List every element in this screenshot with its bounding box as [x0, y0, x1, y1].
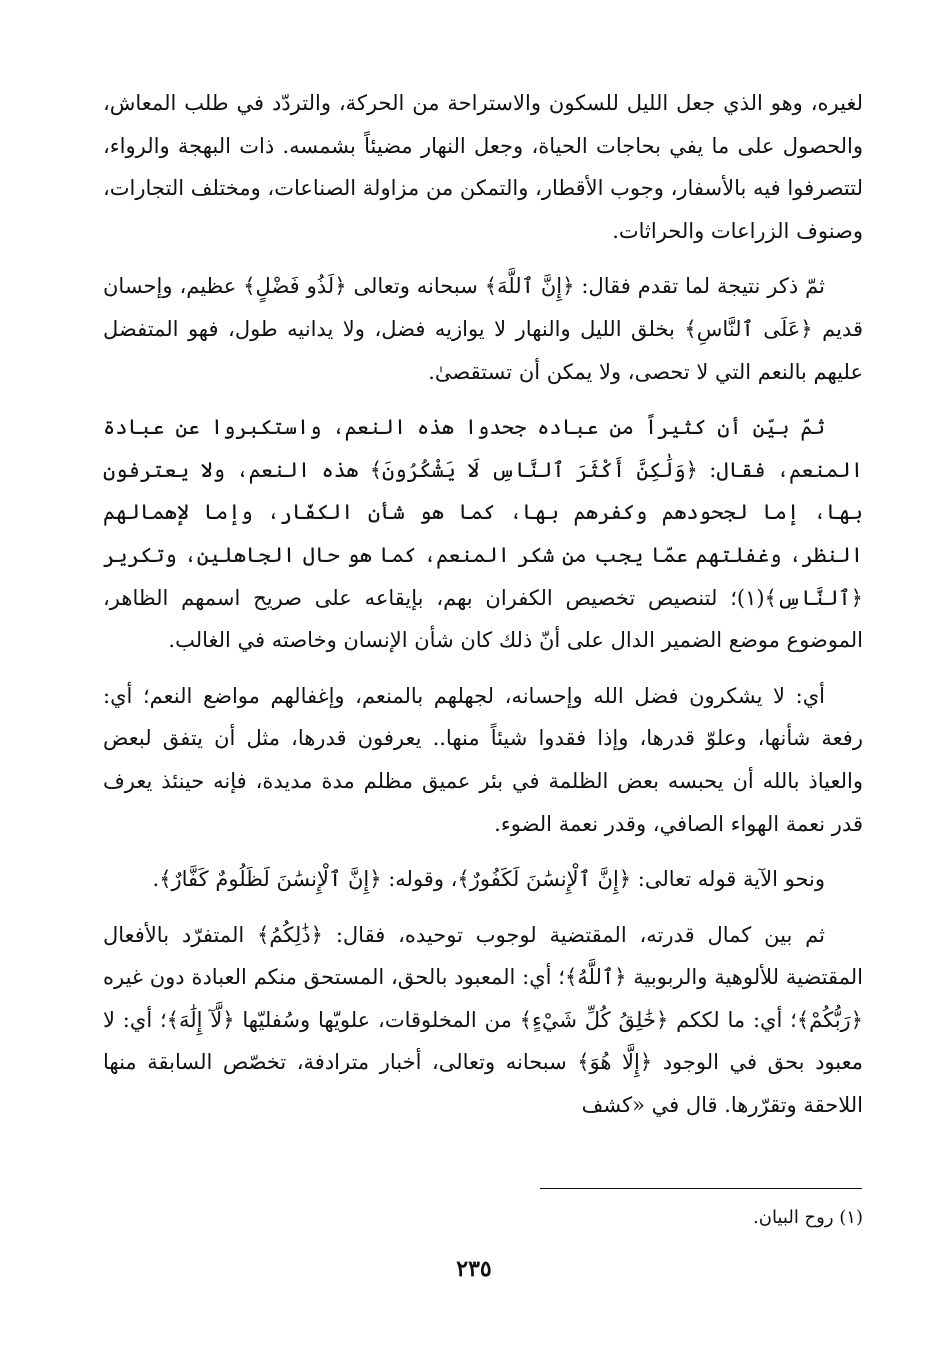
- paragraph-6: ثم بين كمال قدرته، المقتضية لوجوب توحيده، فقال: ﴿ذَٰلِكُمُ﴾ المتفرّد بالأفعال المقتضية للألوهية والربوبية ﴿ٱللَّهُ﴾؛ أي: المعبود بالحق، المستحق منكم العبادة دون غيره ﴿رَبُّكُمْ﴾؛ أي: ما لككم ﴿خَٰلِقُ كُلِّ شَيْءٍ﴾ من المخلوقات، علويّها وسُفليّها ﴿لَّآ إِلَٰهَ﴾؛ أي: لا معبود بحق في الوجود ﴿إِلَّا هُوَ﴾ سبحانه وتعالى، أخبار مترادفة، تخصّص السابقة منها اللاحقة وتقرّرها. قال في «كشف: [103, 922, 863, 1118]
- paragraph-4: أي: لا يشكرون فضل الله وإحسانه، لجهلهم بالمنعم، وإغفالهم مواضع النعم؛ أي: رفعة شأنها، وعلوّ قدرها، وإذا فقدوا شيئاً منها.. يعرفون قدرها، مثل أن يتفق لبعض والعياذ بالله أن يحبسه بعض الظلمة في بئر عميق مظلم مدة مديدة، فإنه حينئذ يعرف قدر نعمة الهواء الصافي، وقدر نعمة الضوء.: [103, 683, 863, 836]
- paragraph-1: لغيره، وهو الذي جعل الليل للسكون والاستراحة من الحركة، والتردّد في طلب المعاش، والحصول على ما يفي بحاجات الحياة، وجعل النهار مضيئاً بشمسه. ذات البهجة والرواء، لتتصرفوا فيه بالأسفار، وجوب الأقطار، والتمكن من مزاولة الصناعات، ومختلف التجارات، وصنوف الزراعات والحراثات.: [103, 91, 863, 243]
- page-number: ٢٣٥: [456, 1256, 492, 1282]
- paragraph-5: ونحو الآية قوله تعالى: ﴿إِنَّ ٱلْإِنسَٰنَ لَكَفُورٌ﴾، وقوله: ﴿إِنَّ ٱلْإِنسَٰنَ لَظَلُومٌ كَفَّارٌ﴾.: [152, 867, 825, 892]
- footnote-divider: [540, 1188, 862, 1189]
- paragraph-3: ثمّ بيّن أن كثيراً من عباده جحدوا هذه النعم، واستكبروا عن عبادة المنعم، فقال: ﴿وَلَٰكِنَّ أَكْثَرَ ٱلنَّاسِ لَا يَشْكُرُونَ﴾ هذه النعم، ولا يعترفون بها، إما لجحودهم وكفرهم بها، كما هو شأن الكفّار، وإما لإهمالهم النظر، وغفلتهم عمّا يجب من شكر المنعم، كما هو حال الجاهلين، وتكرير ﴿ٱلنَّاسِ﴾(١)؛ لتنصيص تخصيص الكفران بهم، بإيقاعه على صريح اسمهم الظاهر، الموضوع موضع الضمير الدال على أنّ ذلك كان شأن الإنسان وخاصته في الغالب.: [103, 415, 863, 653]
- main-text-block: [103, 82, 863, 1140]
- footnote: (١) روح البيان.: [753, 1207, 863, 1228]
- paragraph-2: ثمّ ذكر نتيجة لما تقدم فقال: ﴿إِنَّ ٱللَّهَ﴾ سبحانه وتعالى ﴿لَذُو فَضْلٍ﴾ عظيم، وإحسان قديم ﴿عَلَى ٱلنَّاسِ﴾ بخلق الليل والنهار لا يوازيه فضل، ولا يدانيه طول، فهو المتفضل عليهم بالنعم التي لا تحصى، ولا يمكن أن تستقصىٰ.: [103, 274, 863, 384]
